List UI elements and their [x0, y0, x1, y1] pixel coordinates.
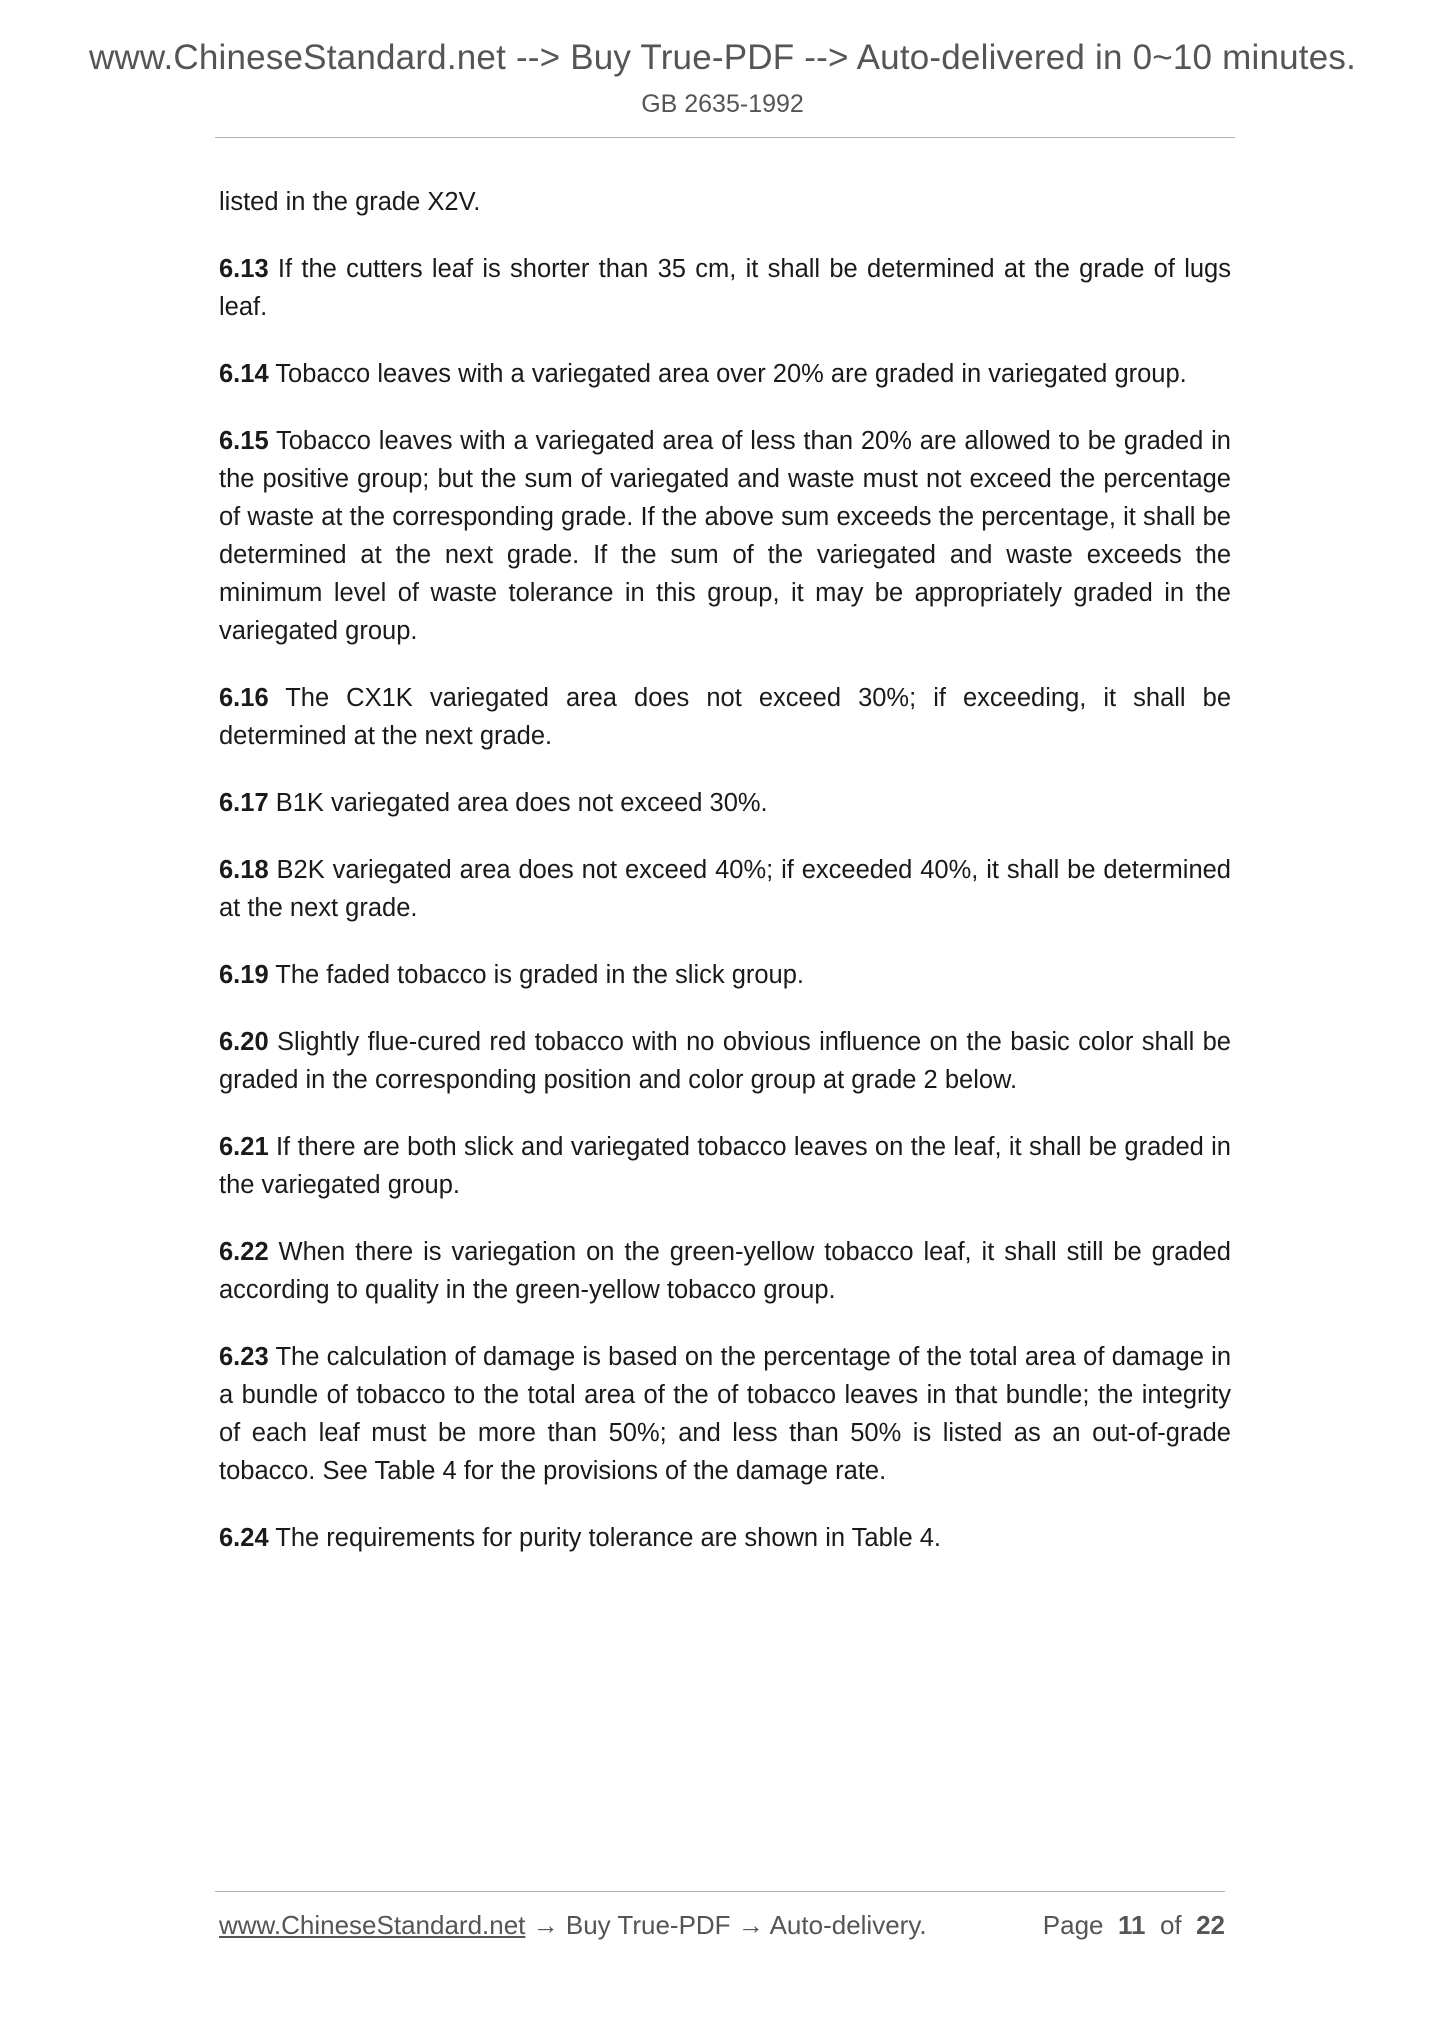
page-indicator — [1043, 1910, 1225, 1941]
clause-text: If the cutters leaf is shorter than 35 cm, it shall be determined at the grade of lugs leaf. — [219, 255, 1231, 321]
page-total: 22 — [1196, 1910, 1225, 1940]
paragraph — [219, 956, 1231, 994]
clause-number: 6.23 — [219, 1343, 269, 1371]
clause-text: If there are both slick and variegated tobacco leaves on the leaf, it shall be graded in the variegated group. — [219, 1133, 1231, 1199]
paragraph — [219, 250, 1231, 326]
paragraph — [219, 183, 1231, 221]
clause-text: Tobacco leaves with a variegated area over 20% are graded in variegated group. — [268, 360, 1187, 388]
arrow-right-icon: → — [525, 1910, 566, 1940]
clause-number: 6.18 — [219, 856, 269, 884]
paragraph — [219, 851, 1231, 927]
paragraph — [219, 1023, 1231, 1099]
paragraph — [219, 1128, 1231, 1204]
clause-number: 6.15 — [219, 427, 269, 455]
paragraph — [219, 1519, 1231, 1557]
clause-number: 6.14 — [219, 360, 269, 388]
clause-number: 6.16 — [219, 684, 269, 712]
standard-number: GB 2635-1992 — [641, 90, 804, 118]
clause-number: 6.13 — [219, 255, 269, 283]
page-current: 11 — [1117, 1910, 1146, 1940]
clause-text: B1K variegated area does not exceed 30%. — [268, 789, 768, 817]
footer-delivery-text: Auto-delivery. — [769, 1910, 927, 1940]
clause-number: 6.22 — [219, 1238, 269, 1266]
paragraph — [219, 1338, 1231, 1490]
clause-text: The faded tobacco is graded in the slick group. — [268, 961, 805, 989]
clause-number: 6.20 — [219, 1028, 269, 1056]
of-label: of — [1159, 1910, 1182, 1940]
clause-text: Tobacco leaves with a variegated area of less than 20% are allowed to be graded in the positive group; but the sum of variegated and waste must not exceed the percentage of waste at the corresponding grade. If the above sum exceeds the percentage, it shall be determined at the next grade. If the sum of the variegated and waste exceeds the minimum level of waste tolerance in this group, it may be appropriately graded in the variegated group. — [219, 427, 1231, 645]
paragraph — [219, 355, 1231, 393]
document-body — [219, 183, 1231, 1586]
clause-text: When there is variegation on the green-yellow tobacco leaf, it shall still be graded according to quality in the green-yellow tobacco group. — [219, 1238, 1231, 1304]
footer-promo — [219, 1910, 927, 1941]
clause-text: Slightly flue-cured red tobacco with no obvious influence on the basic color shall be graded in the corresponding position and color group at grade 2 below. — [219, 1028, 1231, 1094]
page-label: Page — [1042, 1910, 1104, 1940]
paragraph — [219, 422, 1231, 650]
clause-text: The requirements for purity tolerance are shown in Table 4. — [268, 1524, 941, 1552]
clause-number: 6.19 — [219, 961, 269, 989]
arrow-right-icon: → — [730, 1910, 770, 1940]
clause-text: B2K variegated area does not exceed 40%; if exceeded 40%, it shall be determined at the next grade. — [219, 856, 1231, 922]
footer-buy-text: Buy True-PDF — [565, 1910, 731, 1940]
clause-number: 6.17 — [219, 789, 269, 817]
header-divider — [215, 137, 1235, 138]
clause-number: 6.24 — [219, 1524, 269, 1552]
footer-divider — [215, 1891, 1225, 1892]
paragraph — [219, 679, 1231, 755]
paragraph — [219, 1233, 1231, 1309]
clause-text: The CX1K variegated area does not exceed 30%; if exceeding, it shall be determined at the next grade. — [219, 684, 1231, 750]
paragraph — [219, 784, 1231, 822]
clause-text: The calculation of damage is based on the percentage of the total area of damage in a bundle of tobacco to the total area of the of tobacco leaves in that bundle; the integrity of each leaf must be more than 50%; and less than 50% is listed as an out-of-grade tobacco. See Table 4 for the provisions of the damage rate. — [219, 1343, 1231, 1485]
footer-site-link[interactable]: www.ChineseStandard.net — [219, 1910, 526, 1940]
clause-number: 6.21 — [219, 1133, 269, 1161]
clause-text: listed in the grade X2V. — [219, 188, 481, 216]
header-banner: www.ChineseStandard.net --> Buy True-PDF --> Auto-delivered in 0~10 minutes. — [88, 38, 1357, 77]
